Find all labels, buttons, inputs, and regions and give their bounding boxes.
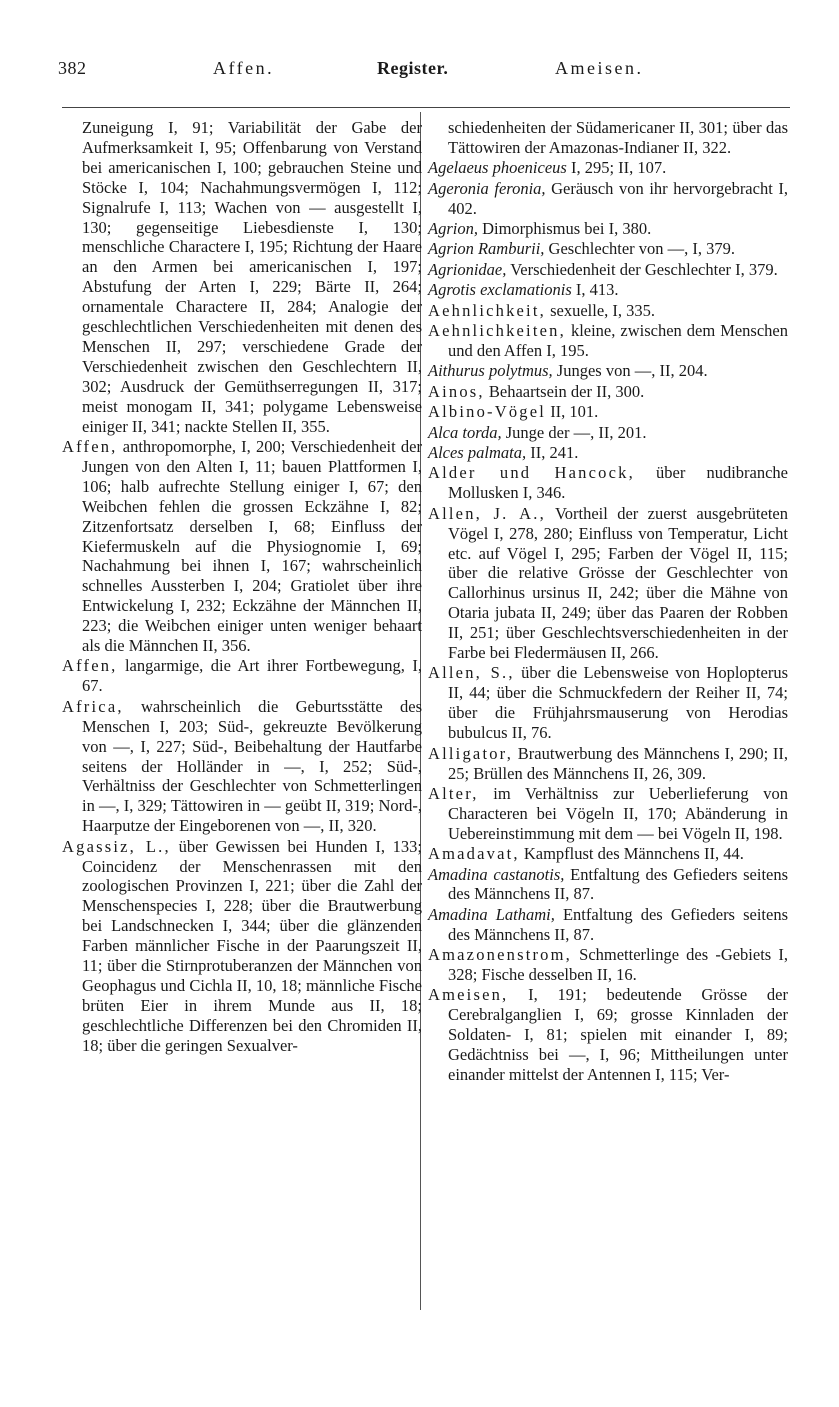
entry-text: Behaartsein der II, 300. (488, 381, 645, 401)
entry-text: Entfaltung des Gefieders seitens des Männchens II, 87. (448, 904, 789, 944)
index-entry (428, 321, 788, 361)
index-entry (428, 301, 788, 321)
entry-text: Schmetterlinge des -Gebiets I, 328; Fische desselben II, 16. (448, 945, 788, 985)
index-entry (428, 179, 788, 219)
index-entry (428, 443, 788, 463)
header-rule (62, 107, 790, 108)
entry-text: Geschlechter von —, I, 379. (548, 239, 736, 259)
entry-taxon-name: Alces palmata, (428, 443, 527, 462)
entry-headword: Africa, (62, 696, 124, 716)
index-entry (428, 784, 788, 844)
entry-text: über die Lebensweise von Hoplopterus II, 44; über die Schmuckfedern der Reiher II, 74; über die Frühjahrsmauserung von Herodias bubulcus II, 76. (448, 663, 788, 743)
entry-text: Junges von —, II, 204. (556, 361, 708, 381)
left-running-head: Affen. (213, 58, 275, 78)
index-entry (62, 437, 422, 656)
entry-text: Junge der —, II, 201. (505, 422, 647, 442)
entry-taxon-name: Ageronia feronia, (428, 178, 546, 198)
index-entry (428, 280, 788, 300)
entry-text: sexuelle, I, 335. (550, 300, 656, 320)
index-entry (428, 158, 788, 178)
page-title: Register. (377, 58, 449, 78)
entry-headword: Alter, (428, 783, 479, 803)
entry-text: II, 241. (530, 443, 579, 462)
index-entry (428, 260, 788, 280)
entry-headword: Ainos, (428, 381, 485, 401)
entry-text: I, 191; bedeutende Grösse der Cerebralganglien I, 69; grosse Kinnladen der Soldaten- I, 81; spielen mit einander I, 89; Gedächtniss bei —, I, 96; Mittheilungen unter einander mittelst der Antennen I, 115; Ver- (448, 985, 789, 1085)
entry-headword: Alligator, (428, 743, 514, 763)
entry-text: wahrscheinlich die Geburtsstätte des Menschen I, 203; Süd-, gekreuzte Bevölkerung von —, I, 227; Süd-, Beibehaltung der Hautfarbe seitens der Holländer in —, I, 252; Süd-, Verhältniss der Geschlechter von Schmetterlingen in —, I, 329; Tättowiren in — geübt II, 319; Nord-, Haarputze der Eingeborenen von —, II, 320. (82, 696, 423, 836)
right-column (428, 118, 788, 1086)
entry-headword: Affen, (62, 656, 118, 676)
entry-text: kleine, zwischen dem Menschen und den Affen I, 195. (448, 321, 789, 360)
entry-text: Kampflust des Männchens II, 44. (523, 844, 744, 864)
index-entry (428, 402, 788, 422)
index-entry (428, 985, 788, 1085)
index-entry (428, 423, 788, 443)
page-header (0, 50, 839, 90)
entry-text: I, 413. (575, 280, 619, 300)
entry-text: im Verhältniss zur Ueberlieferung von Characteren bei Vögeln II, 170; Abänderung in Uebereinstimmung mit dem — bei Vögeln II, 198. (448, 783, 789, 843)
index-entry (428, 945, 788, 985)
entry-taxon-name: Amadina castanotis, (428, 864, 565, 884)
entry-taxon-name: Amadina Lathami, (428, 904, 555, 924)
index-entry (428, 663, 788, 743)
entry-text: I, 295; II, 107. (570, 158, 667, 178)
index-entry (428, 361, 788, 381)
entry-taxon-name: Aithurus polytmus, (428, 361, 553, 381)
entry-headword: Alder und Hancock, (428, 463, 635, 483)
entry-headword: Allen, S., (428, 663, 515, 683)
entry-headword: Ameisen, (428, 985, 509, 1005)
entry-text: Zuneigung I, 91; Variabilität der Gabe der Aufmerksamkeit I, 95; Offenbarung von Verstand bei americanischen I, 100; gebrauchen Steine und Stöcke I, 104; Nachahmungsvermögen I, 112; Signalrufe I, 113; Wachen von — ausgestellt I, 130; gegenseitige Liebesdienste I, 130; menschliche Charactere I, 195; Richtung der Haare an den Armen bei americanischen I, 197; Abstufung der Arten I, 229; Bärte II, 264; ornamentale Charactere II, 284; Analogie der geschlechtlichen Verschiedenheiten mit denen des Menschen II, 297; verschiedene Grade der Verschiedenheit zwischen den Geschlechtern II, 302; Ausdruck der Gemüthserregungen II, 317; meist monogam II, 341; polygame Lebensweise einiger II, 341; nackte Stellen II, 355. (82, 118, 422, 436)
index-entry (428, 905, 788, 945)
index-entry (428, 239, 788, 259)
entry-text: Geräusch von ihr hervorgebracht I, 402. (448, 178, 788, 218)
entry-text: Entfaltung des Gefieders seitens des Männchens II, 87. (448, 864, 789, 904)
entry-taxon-name: Agrion Ramburii, (428, 239, 545, 259)
entry-text: Dimorphismus bei I, 380. (482, 219, 652, 239)
entry-text: Vortheil der zuerst ausgebrüteten Vögel I, 278, 280; Einfluss von Temperatur, Licht etc. auf Vögel I, 295; Farben der Vögel II, 115; über die relative Grösse der Geschlechter von Callorhinus ursinus II, 242; über die Mähne von Otaria jubata II, 249; über das Paaren der Robben II, 251; über Geschlechtsverschiedenheiten in der Farbe bei Fledermäusen II, 266. (448, 503, 788, 663)
index-entry (428, 504, 788, 663)
entry-headword: Affen, (62, 437, 118, 456)
entry-taxon-name: Agrotis exclamationis (428, 280, 572, 300)
index-entry (428, 744, 788, 784)
left-column (62, 118, 422, 1056)
entry-continuation (62, 118, 422, 437)
index-entry (62, 656, 422, 696)
entry-taxon-name: Agrionidae, (428, 259, 507, 279)
right-running-head: Ameisen. (555, 58, 644, 78)
entry-taxon-name: Agrion, (428, 219, 478, 239)
entry-taxon-name: Alca torda, (428, 422, 502, 442)
entry-headword: Amazonenstrom, (428, 945, 572, 965)
entry-headword: Albino-Vögel (428, 402, 547, 422)
entry-text: anthropomorphe, I, 200; Verschiedenheit der Jungen von den Alten I, 11; bauen Plattformen I, 106; halb aufrechte Stellung einiger I, 67; den Weibchen fehlen die grossen Eckzähne I, 82; Zitzenfortsatz derselben I, 68; Einfluss der Kiefermuskeln auf die Physiognomie I, 69; Nachahmung bei ihnen I, 167; wahrscheinlich schnelles Aussterben I, 204; Gratiolet über ihre Entwickelung I, 232; Eckzähne der Männchen II, 223; die Weibchen einiger unten weniger behaart als die Männchen II, 356. (82, 437, 423, 656)
index-entry (428, 844, 788, 864)
entry-text: Verschiedenheit der Geschlechter I, 379. (510, 259, 778, 279)
index-entry (428, 865, 788, 905)
entry-headword: Amadavat, (428, 844, 520, 864)
index-entry (428, 219, 788, 239)
page-number: 382 (58, 58, 87, 78)
entry-headword: Allen, J. A., (428, 503, 546, 523)
entry-text: über nudibranche Mollusken I, 346. (448, 463, 788, 503)
entry-taxon-name: Agelaeus phoeniceus (428, 158, 567, 178)
entry-text: Brautwerbung des Männchens I, 290; II, 25; Brüllen des Männchens II, 26, 309. (448, 743, 788, 783)
entry-headword: Aehnlichkeiten, (428, 321, 566, 341)
entry-text: schiedenheiten der Südamericaner II, 301; über das Tättowiren der Amazonas-Indianer II, 322. (448, 118, 788, 157)
entry-text: über Gewissen bei Hunden I, 133; Coincidenz der Menschenrassen mit den zoologischen Provinzen I, 221; über die Zahl der Menschenspecies I, 228; über die Brautwerbung bei Landschnecken I, 344; über die glänzenden Farben männlicher Fische in der Paarungszeit II, 11; über die Stirnprotuberanzen der Männchen von Geophagus und Cichla II, 10, 18; männliche Fische brüten Eier in ihrem Munde aus II, 18; geschlechtliche Differenzen bei den Chromiden II, 18; über die geringen Sexualver- (82, 836, 423, 1055)
index-entry (428, 382, 788, 402)
index-entry (62, 837, 422, 1056)
entry-headword: Aehnlichkeit, (428, 300, 546, 320)
entry-continuation (428, 118, 788, 158)
index-entry (428, 463, 788, 503)
entry-text: II, 101. (550, 402, 599, 422)
entry-text: langarmige, die Art ihrer Fortbewegung, I, 67. (82, 656, 423, 696)
entry-headword: Agassiz, L., (62, 836, 171, 856)
index-entry (62, 697, 422, 836)
